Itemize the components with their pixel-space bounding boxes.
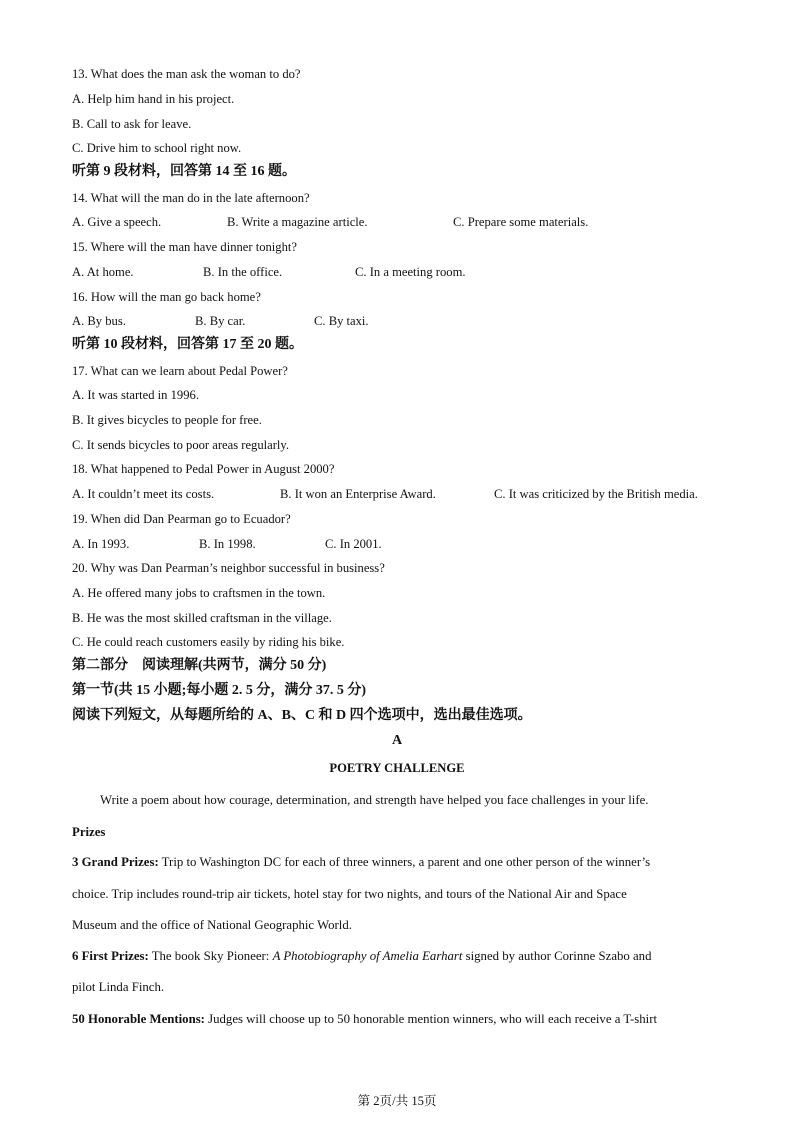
part-two-heading: 第二部分 阅读理解(共两节，满分 50 分)	[72, 658, 327, 673]
book-title: A Photobiography of Amelia Earhart	[272, 949, 463, 963]
first-prize-text-b: signed by author Corinne Szabo and	[462, 949, 652, 963]
question-18: 18. What happened to Pedal Power in August 2000?	[72, 462, 335, 476]
prizes-heading: Prizes	[72, 825, 106, 839]
option-17b: B. It gives bicycles to people for free.	[72, 413, 262, 427]
option-20a: A. He offered many jobs to craftsmen in the town.	[72, 586, 326, 600]
option-18a: A. It couldn’t meet its costs.	[72, 487, 215, 501]
reading-instruction: 阅读下列短文，从每题所给的 A、B、C 和 D 四个选项中，选出最佳选项。	[72, 708, 532, 723]
option-16a: A. By bus.	[72, 314, 126, 328]
honorable-mention-line	[72, 1011, 657, 1027]
question-20: 20. Why was Dan Pearman’s neighbor successful in business?	[72, 561, 385, 575]
option-20c: C. He could reach customers easily by riding his bike.	[72, 635, 345, 649]
option-17a: A. It was started in 1996.	[72, 388, 199, 402]
option-17c: C. It sends bicycles to poor areas regularly.	[72, 438, 290, 452]
grand-prize-line-2: choice. Trip includes round-trip air tickets, hotel stay for two nights, and tours of the National Air and Space	[72, 887, 627, 901]
first-prize-line-2: pilot Linda Finch.	[72, 980, 165, 994]
grand-prize-line-1	[72, 854, 650, 870]
passage-intro: Write a poem about how courage, determination, and strength have helped you face challenges in your life.	[100, 793, 649, 807]
honorable-mention-text: Judges will choose up to 50 honorable mention winners, who will each receive a T-shirt	[204, 1012, 658, 1026]
passage-letter: A	[391, 733, 403, 748]
question-14: 14. What will the man do in the late afternoon?	[72, 191, 310, 205]
question-13: 13. What does the man ask the woman to do?	[72, 67, 301, 81]
option-15a: A. At home.	[72, 265, 134, 279]
option-16c: C. By taxi.	[314, 314, 369, 328]
question-19: 19. When did Dan Pearman go to Ecuador?	[72, 512, 291, 526]
option-14a: A. Give a speech.	[72, 215, 162, 229]
option-19c: C. In 2001.	[325, 537, 382, 551]
section-10-heading: 听第 10 段材料，回答第 17 至 20 题。	[72, 337, 303, 352]
grand-prize-text-1: Trip to Washington DC for each of three winners, a parent and one other person of the winner’s	[158, 855, 651, 869]
first-prize-label: 6 First Prizes:	[72, 949, 149, 963]
option-18c: C. It was criticized by the British media.	[494, 487, 698, 501]
page-footer: 第 2页/共 15页	[357, 1094, 437, 1108]
grand-prize-label: 3 Grand Prizes:	[72, 855, 159, 869]
option-20b: B. He was the most skilled craftsman in the village.	[72, 611, 332, 625]
section-9-heading: 听第 9 段材料，回答第 14 至 16 题。	[72, 164, 296, 179]
option-19a: A. In 1993.	[72, 537, 130, 551]
passage-title: POETRY CHALLENGE	[329, 761, 465, 775]
option-13a: A. Help him hand in his project.	[72, 92, 235, 106]
question-17: 17. What can we learn about Pedal Power?	[72, 364, 288, 378]
option-16b: B. By car.	[195, 314, 246, 328]
option-19b: B. In 1998.	[199, 537, 256, 551]
option-13c: C. Drive him to school right now.	[72, 141, 242, 155]
option-15c: C. In a meeting room.	[355, 265, 466, 279]
honorable-mention-label: 50 Honorable Mentions:	[72, 1012, 205, 1026]
option-14c: C. Prepare some materials.	[453, 215, 589, 229]
option-13b: B. Call to ask for leave.	[72, 117, 192, 131]
grand-prize-line-3: Museum and the office of National Geographic World.	[72, 918, 352, 932]
question-16: 16. How will the man go back home?	[72, 290, 261, 304]
option-14b: B. Write a magazine article.	[227, 215, 368, 229]
section-one-heading: 第一节(共 15 小题;每小题 2. 5 分，满分 37. 5 分)	[72, 683, 366, 698]
question-15: 15. Where will the man have dinner tonight?	[72, 240, 297, 254]
first-prize-text-a: The book Sky Pioneer:	[148, 949, 273, 963]
option-18b: B. It won an Enterprise Award.	[280, 487, 436, 501]
option-15b: B. In the office.	[203, 265, 283, 279]
first-prize-line-1	[72, 948, 651, 964]
